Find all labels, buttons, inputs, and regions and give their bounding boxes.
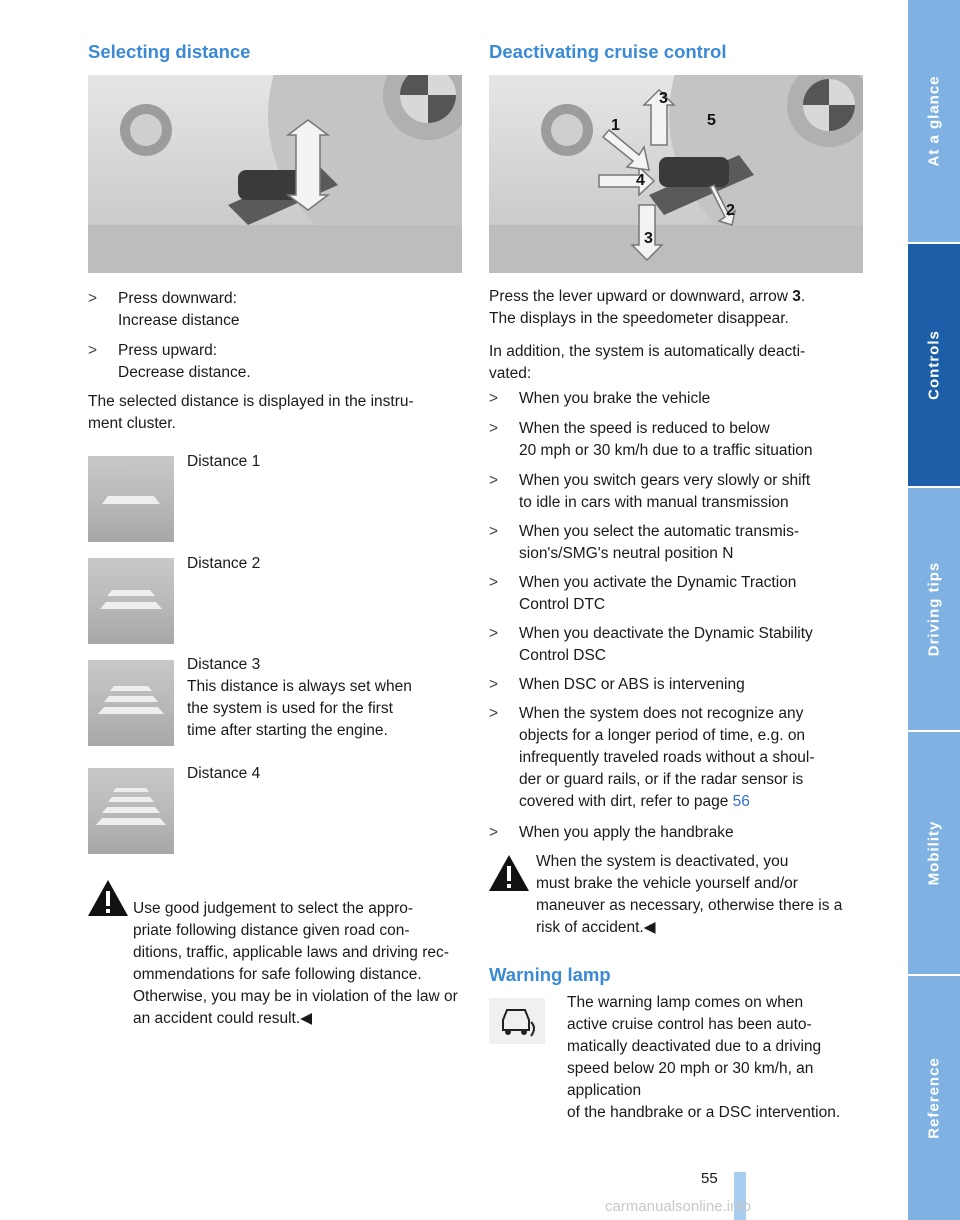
section-heading-deactivating: Deactivating cruise control	[489, 41, 727, 62]
section-heading-selecting-distance: Selecting distance	[88, 41, 251, 62]
warning-deactivated-text: When the system is deactivated, you must brake the vehicle yourself and/or maneuver as necessary, otherwise there is a risk of accident.◀	[536, 853, 843, 936]
warning-lamp-paragraph	[489, 992, 869, 1124]
distance-1-image	[88, 456, 174, 542]
distance-3-image	[88, 660, 174, 746]
distance-2-image	[88, 558, 174, 644]
fig-label-2: 2	[726, 202, 735, 219]
warning-following-distance-text: Use good judgement to select the appro- priate following distance given road con- ditions, traffic, applicable laws and driving rec- ommendations for safe following distance. Otherwise, you may be in violation of the law or an accident could result.◀	[133, 900, 458, 1027]
fig-label-4: 4	[636, 172, 645, 189]
section-heading-warning-lamp: Warning lamp	[489, 964, 611, 985]
page-link[interactable]: 56	[732, 793, 750, 810]
warning-following-distance	[88, 876, 468, 1052]
distance-4-label: Distance 4	[187, 765, 261, 782]
lever-deactivate-photo	[489, 75, 863, 273]
page-number: 55	[701, 1170, 718, 1187]
tab-driving-tips[interactable]: Driving tips	[908, 488, 960, 732]
fig-label-3-bottom: 3	[644, 230, 653, 247]
arrow-number: 3	[792, 288, 801, 305]
bullet-dtc: > When you activate the Dynamic Traction Control DTC	[489, 574, 797, 613]
distance-4-bars	[88, 768, 174, 854]
bullet-neutral: > When you select the automatic transmis- sion's/SMG's neutral position N	[489, 523, 799, 562]
distance-4-image	[88, 768, 174, 854]
bullet-press-upward: > Press upward: Decrease distance.	[88, 342, 251, 381]
bullet-no-objects: > When the system does not recognize any objects for a longer period of time, e.g. on infrequently traveled roads without a shoul- der or guard rails, or if the radar sensor is covered with dirt, refer to page 56	[489, 705, 815, 810]
distance-3-label: Distance 3	[187, 656, 261, 673]
lever-distance-illustration	[88, 75, 462, 273]
distance-2-bars	[88, 558, 174, 644]
lever-distance-photo	[88, 75, 462, 273]
bullet-switch-gears: > When you switch gears very slowly or shift to idle in cars with manual transmission	[489, 472, 811, 511]
bullet-speed-reduced: > When the speed is reduced to below 20 mph or 30 km/h due to a traffic situation	[489, 420, 813, 459]
distance-1-bars	[88, 456, 174, 542]
lever-deactivate-illustration	[489, 75, 863, 273]
fig-label-1: 1	[611, 117, 620, 134]
distance-1-label: Distance 1	[187, 453, 261, 470]
distance-display-paragraph: The selected distance is displayed in the instru- ment cluster.	[88, 393, 414, 432]
tab-at-a-glance[interactable]: At a glance	[908, 0, 960, 244]
warning-lamp-text: The warning lamp comes on when active cruise control has been auto- matically deactivated due to a driving speed below 20 mph or 30 km/h, an application of the handbrake or a DSC intervention.	[567, 994, 841, 1121]
distance-3-note: This distance is always set when the system is used for the first time after starting the engine.	[187, 678, 412, 739]
fig-label-5: 5	[707, 112, 716, 129]
warning-deactivated	[489, 851, 869, 939]
bullet-handbrake: > When you apply the handbrake	[489, 824, 734, 841]
watermark: carmanualsonline.info	[605, 1198, 751, 1215]
deactivate-paragraph-2: In addition, the system is automatically deacti- vated:	[489, 343, 806, 382]
distance-3-bars	[88, 660, 174, 746]
fig-label-3-top: 3	[659, 90, 668, 107]
distance-2-label: Distance 2	[187, 555, 261, 572]
bullet-brake: > When you brake the vehicle	[489, 390, 711, 407]
tab-reference[interactable]: Reference	[925, 1057, 943, 1139]
bullet-dsc: > When you deactivate the Dynamic Stability Control DSC	[489, 625, 813, 664]
tab-controls[interactable]: Controls	[908, 244, 960, 488]
tab-mobility[interactable]: Mobility	[908, 732, 960, 976]
bullet-abs: > When DSC or ABS is intervening	[489, 676, 745, 693]
deactivate-paragraph-1: Press the lever upward or downward, arrow 3. The displays in the speedometer disappear.	[489, 288, 806, 327]
bullet-press-downward: > Press downward: Increase distance	[88, 290, 240, 329]
